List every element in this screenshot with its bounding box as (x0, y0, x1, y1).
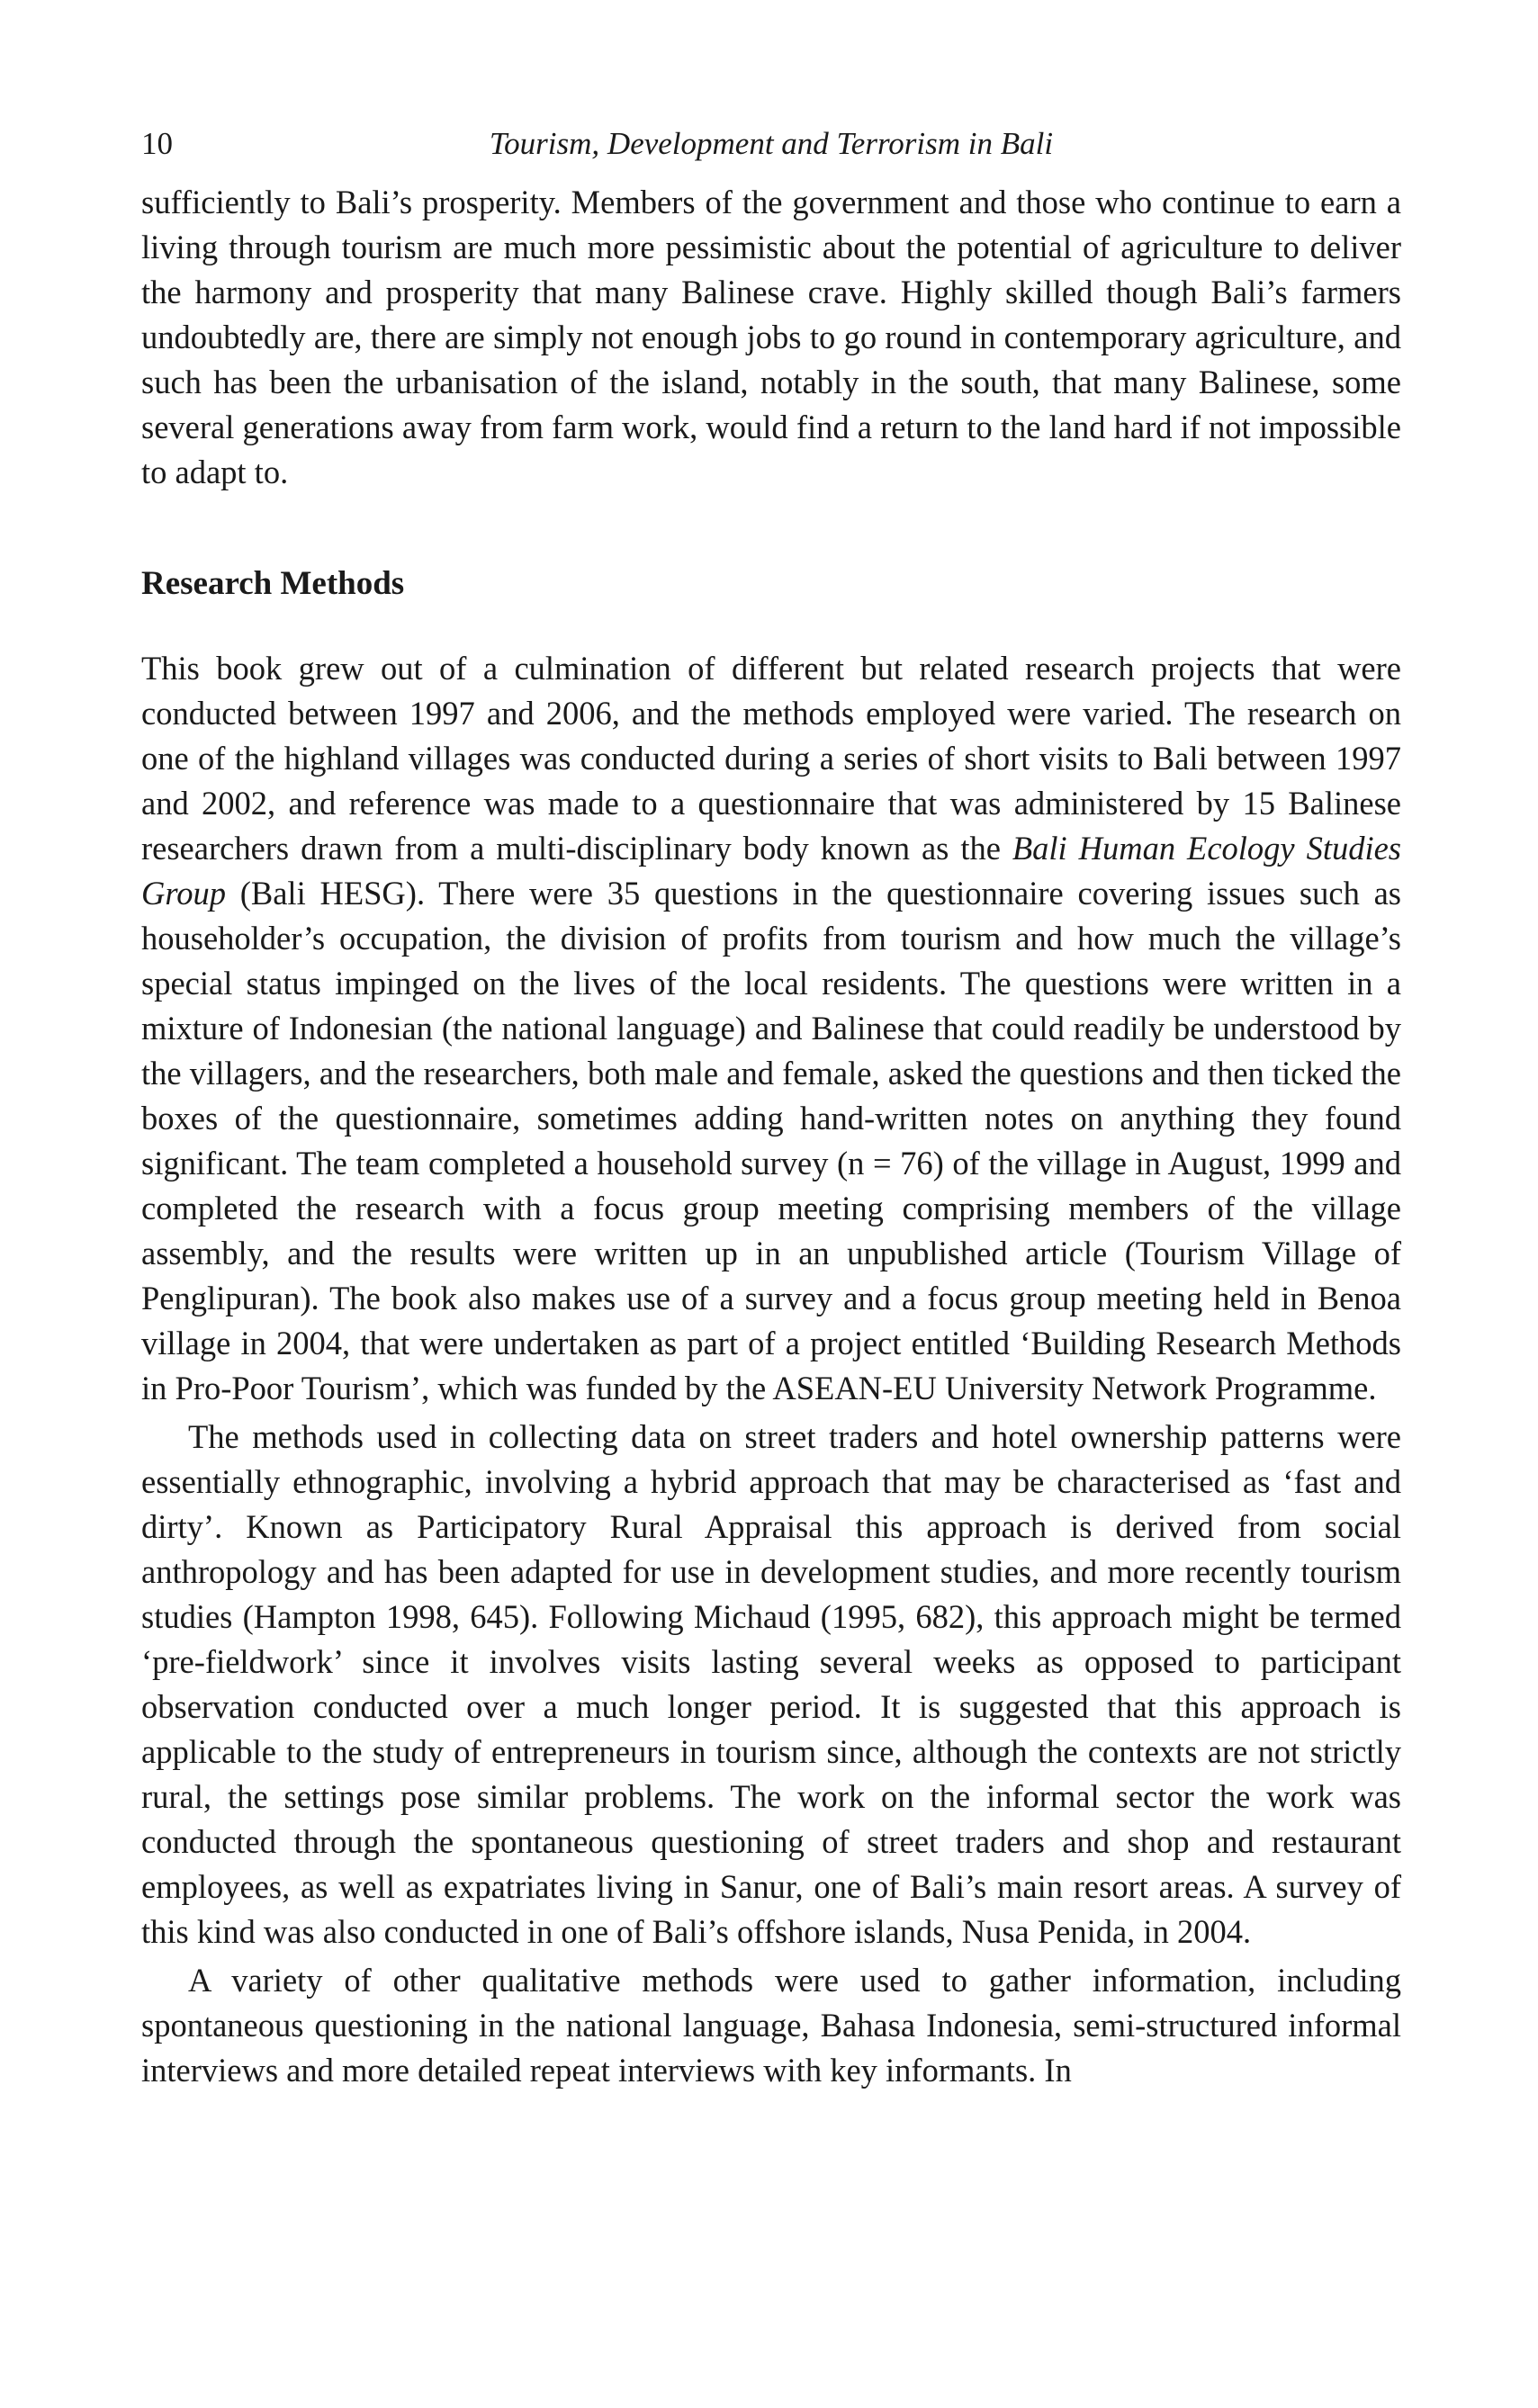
paragraph-text: This book grew out of a culmination of different but related research projects that were conducted between 1997 and 2006, and the methods employed were varied. The research on one of the highland villages was conducted during a series of short visits to Bali between 1997 and 2002, and reference was made to a questionnaire that was administered by 15 Balinese researchers drawn from a multi-disciplinary body known as the (141, 650, 1401, 867)
paragraph-opening: sufficiently to Bali’s prosperity. Members of the government and those who continue to earn a living through tourism are much more pessimistic about the potential of agriculture to deliver the harmony and prosperity that many Balinese crave. Highly skilled though Bali’s farmers undoubtedly are, there are simply not enough jobs to go round in contemporary agriculture, and such has been the urbanisation of the island, notably in the south, that many Balinese, some several generations away from farm work, would find a return to the land hard if not impossible to adapt to. (141, 184, 1401, 490)
book-page (141, 126, 1401, 2093)
running-header (141, 126, 1401, 180)
page-number: 10 (141, 126, 173, 161)
section-heading: Research Methods (141, 565, 405, 602)
running-title: Tourism, Development and Terrorism in Bali (489, 126, 1054, 161)
paragraph-research-3: A variety of other qualitative methods were used to gather information, including spontaneous questioning in the national language, Bahasa Indonesia, semi-structured informal interviews and more detailed repeat interviews with key informants. In (141, 1962, 1401, 2089)
paragraph-research-1 (141, 646, 1401, 1411)
italic-group-name: Bali Human Ecology Studies Group (141, 830, 1401, 912)
paragraph-text: (Bali HESG). There were 35 questions in the questionnaire covering issues such as householder’s occupation, the division of profits from tourism and how much the village’s special status impinged on the lives of the local residents. The questions were written in a mixture of Indonesian (the national language) and Balinese that could readily be understood by the villagers, and the researchers, both male and female, asked the questions and then ticked the boxes of the questionnaire, sometimes adding hand-written notes on anything they found significant. The team completed a household survey (n = 76) of the village in August, 1999 and completed the research with a focus group meeting comprising members of the village assembly, and the results were written up in an unpublished article (Tourism Village of Penglipuran). The book also makes use of a survey and a focus group meeting held in Benoa village in 2004, that were undertaken as part of a project entitled ‘Building Research Methods in Pro-Poor Tourism’, which was funded by the ASEAN-EU University Network Programme. (141, 875, 1401, 1406)
paragraph-research-2: The methods used in collecting data on street traders and hotel ownership patterns were essentially ethnographic, involving a hybrid approach that may be characterised as ‘fast and dirty’. Known as Participatory Rural Appraisal this approach is derived from social anthropology and has been adapted for use in development studies, and more recently tourism studies (Hampton 1998, 645). Following Michaud (1995, 682), this approach might be termed ‘pre-fieldwork’ since it involves visits lasting several weeks as opposed to participant observation conducted over a much longer period. It is suggested that this approach is applicable to the study of entrepreneurs in tourism since, although the contexts are not strictly rural, the settings pose similar problems. The work on the informal sector the work was conducted through the spontaneous questioning of street traders and shop and restaurant employees, as well as expatriates living in Sanur, one of Bali’s main resort areas. A survey of this kind was also conducted in one of Bali’s offshore islands, Nusa Penida, in 2004. (141, 1418, 1401, 1950)
